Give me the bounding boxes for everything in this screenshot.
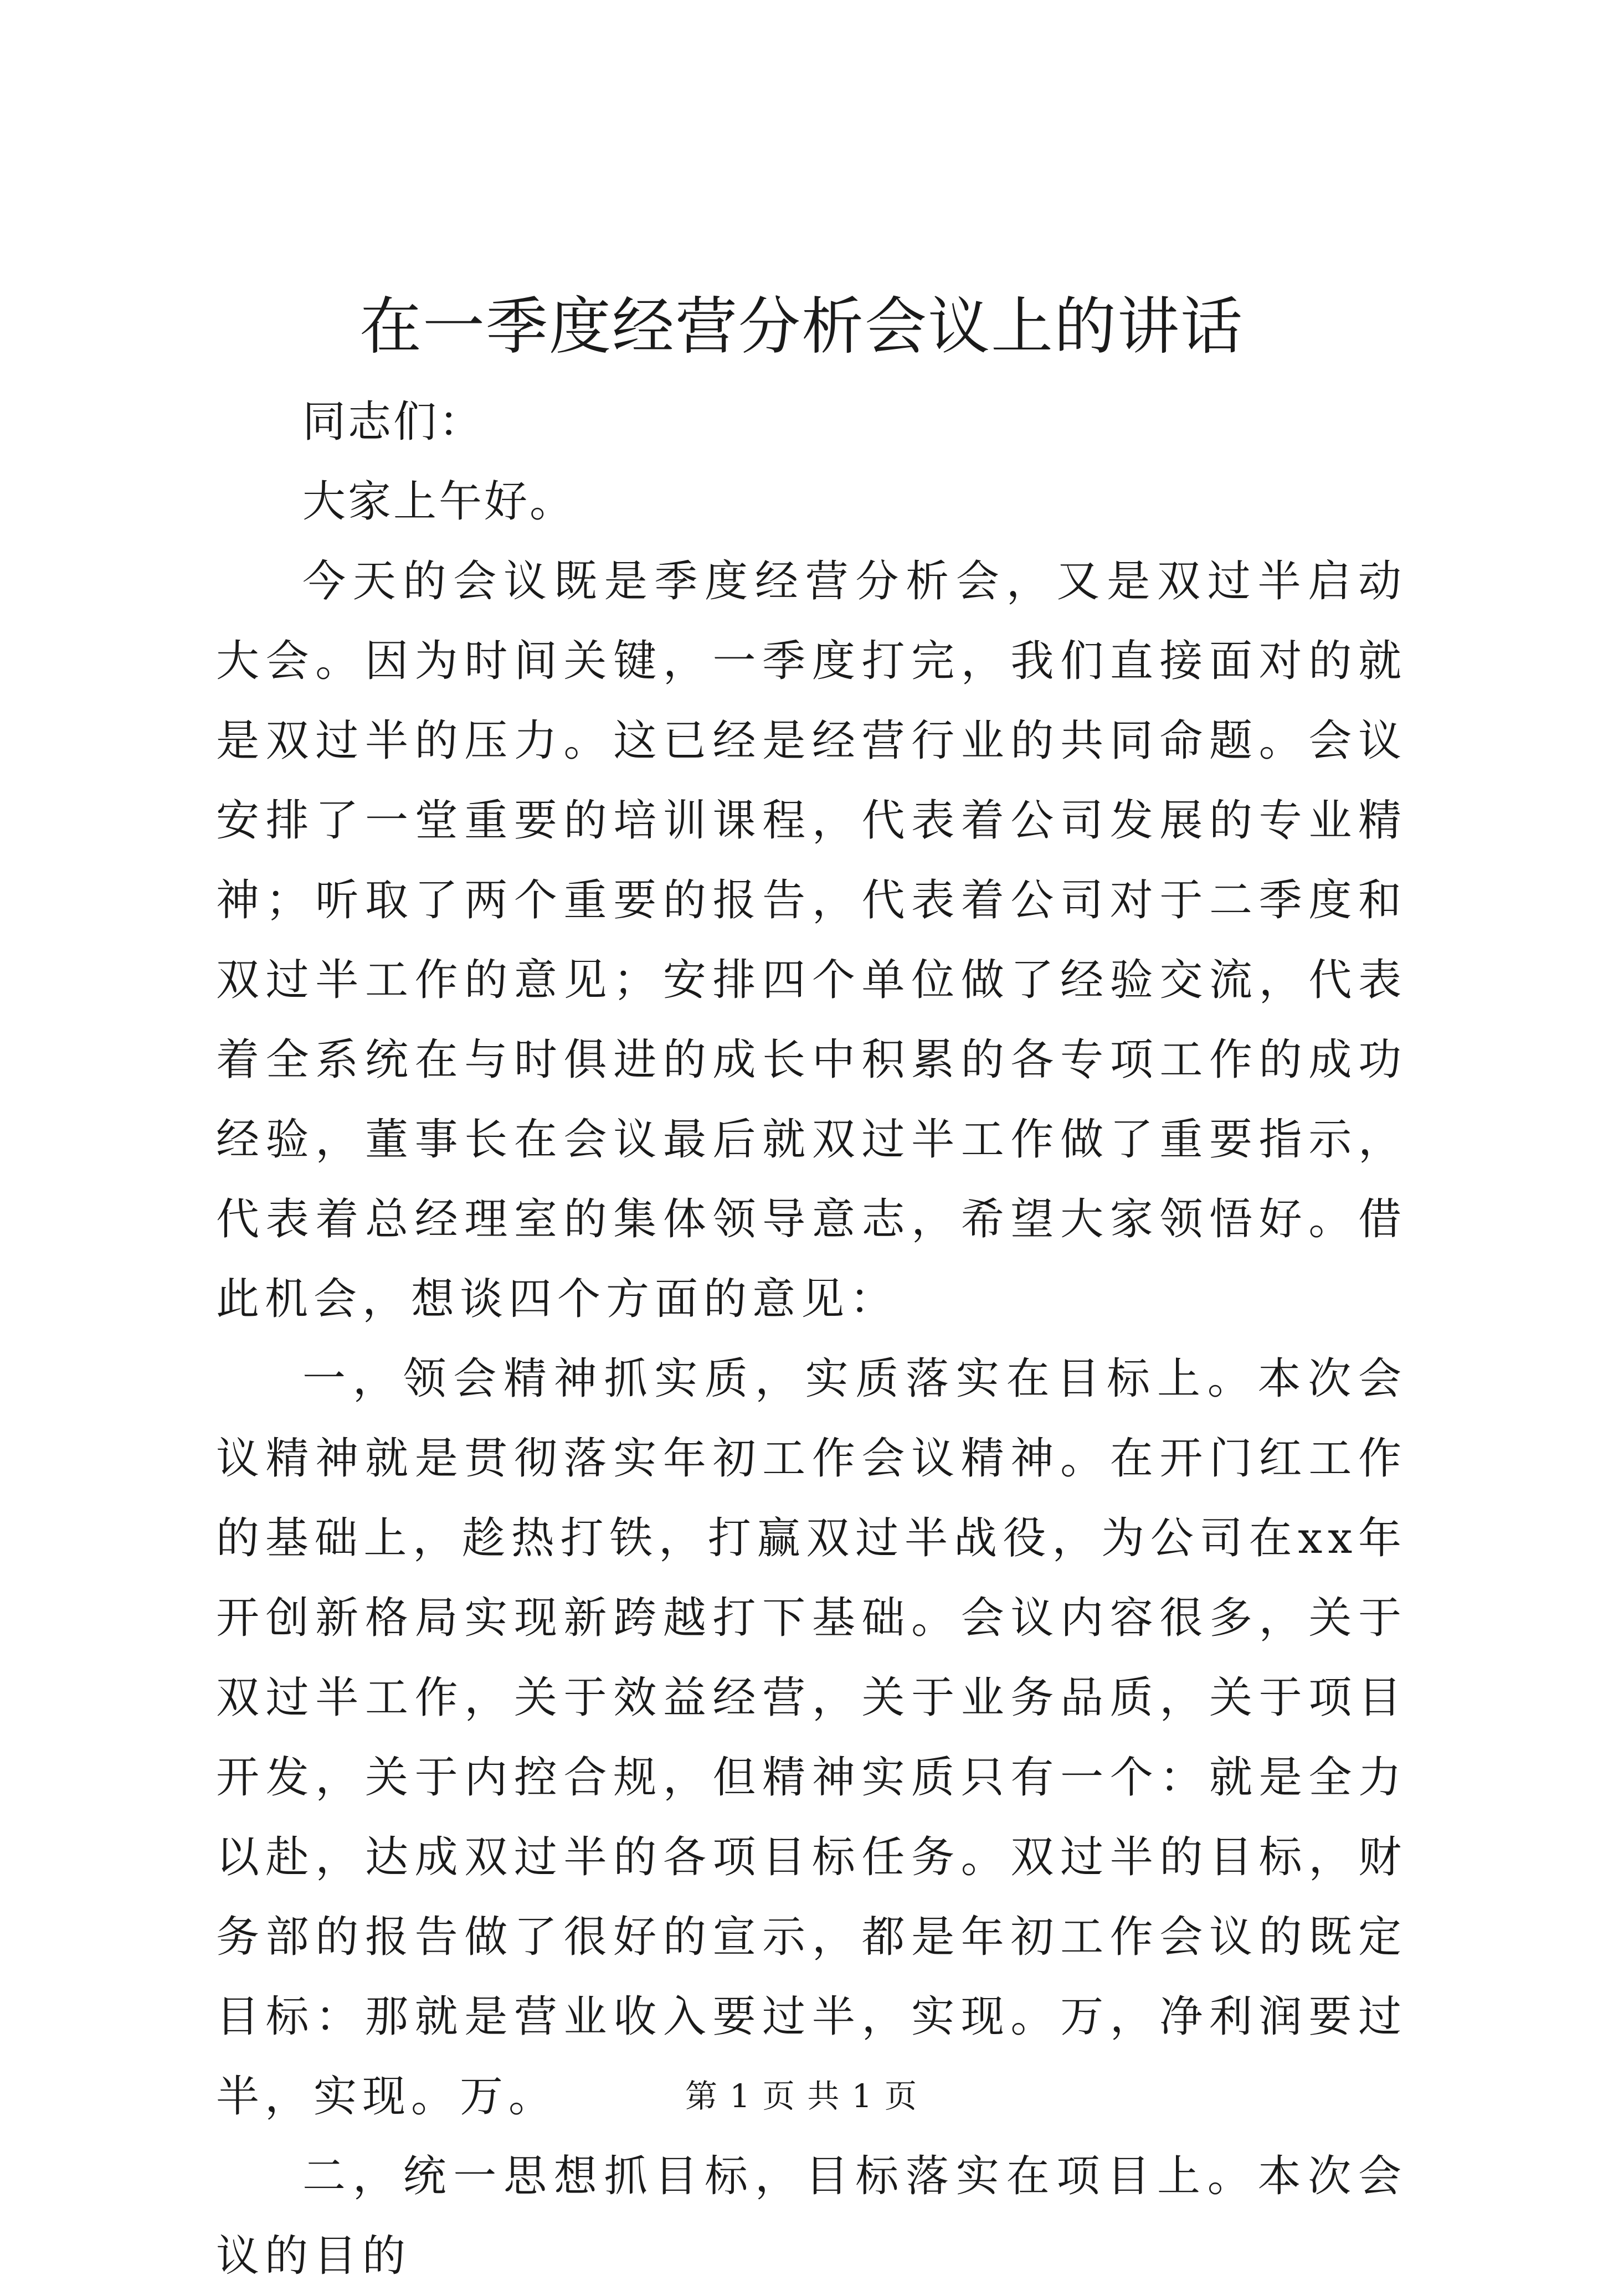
intro-paragraph: 今天的会议既是季度经营分析会，又是双过半启动大会。因为时间关键，一季度打完，我们直接面对的就是双过半的压力。这已经是经营行业的共同命题。会议安排了一堂重要的培训课程，代表着公司发展的专业精神；听取了两个重要的报告，代表着公司对于二季度和双过半工作的意见；安排四个单位做了经验交流，代表着全系统在与时俱进的成长中积累的各专项工作的成功经验，董事长在会议最后就双过半工作做了重要指示，代表着总经理室的集体领导意志，希望大家领悟好。借此机会，想谈四个方面的意见： <box>216 557 1407 1324</box>
document-title: 在一季度经营分析会议上的讲话 <box>359 291 1244 363</box>
document-body <box>216 382 1407 2296</box>
salutation-paragraph: 同志们： <box>302 397 485 447</box>
section-one-paragraph: 一，领会精神抓实质，实质落实在目标上。本次会议精神就是贯彻落实年初工作会议精神。在开门红工作的基础上，趁热打铁，打赢双过半战役，为公司在xx年开创新格局实现新跨越打下基础。会议内容很多，关于双过半工作，关于效益经营，关于业务品质，关于项目开发，关于内控合规，但精神实质只有一个：就是全力以赴，达成双过半的各项目标任务。双过半的目标，财务部的报告做了很好的宣示，都是年初工作会议的既定目标：那就是营业收入要过半，实现。万，净利润要过半，实现。万。 <box>216 1354 1407 2122</box>
page-footer: 第 1 页 共 1 页 <box>685 2077 918 2115</box>
section-two-paragraph: 二，统一思想抓目标，目标落实在项目上。本次会议的目的 <box>216 2151 1407 2281</box>
greeting-paragraph: 大家上午好。 <box>302 477 576 527</box>
